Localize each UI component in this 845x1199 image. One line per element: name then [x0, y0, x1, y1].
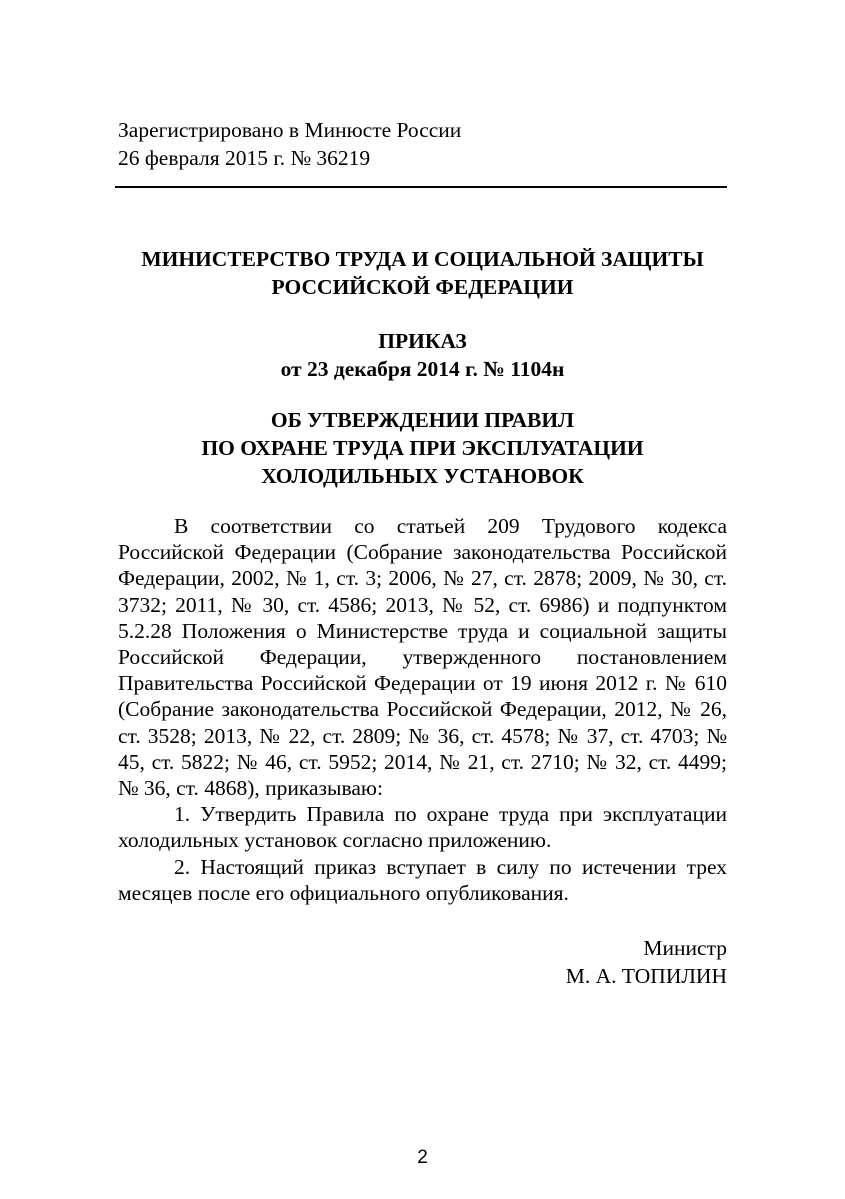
page-number: 2	[417, 1147, 428, 1168]
order-heading	[118, 327, 727, 383]
order-item-2: 2. Настоящий приказ вступает в силу по истечении трех месяцев после его официального опубликования.	[118, 854, 727, 905]
document-page	[118, 116, 727, 990]
registration-line-2: 26 февраля 2015 г. № 36219	[118, 146, 371, 170]
ministry-line-1: МИНИСТЕРСТВО ТРУДА И СОЦИАЛЬНОЙ ЗАЩИТЫ	[141, 247, 704, 271]
signature-position: Министр	[643, 936, 727, 961]
order-item-1: 1. Утвердить Правила по охране труда при эксплуатации холодильных установок согласно приложению.	[118, 802, 727, 853]
registration-note	[118, 116, 727, 172]
ministry-line-2: РОССИЙСКОЙ ФЕДЕРАЦИИ	[271, 275, 574, 299]
signature-block	[118, 934, 727, 990]
subject-line-1: ОБ УТВЕРЖДЕНИИ ПРАВИЛ	[270, 408, 575, 432]
registration-line-1: Зарегистрировано в Минюсте России	[118, 118, 462, 142]
signature-name: М. А. ТОПИЛИН	[565, 964, 727, 989]
header-divider	[115, 186, 727, 188]
order-date-number: от 23 декабря 2014 г. № 1104н	[280, 357, 565, 381]
preamble-paragraph: В соответствии со статьей 209 Трудового кодекса Российской Федерации (Собрание законодательства Российской Федерации, 2002, № 1, ст. 3; 2006, № 27, ст. 2878; 2009, № 30, ст. 3732; 2011, № 30, ст. 4586; 2013, № 52, ст. 6986) и подпунктом 5.2.28 Положения о Министерстве труда и социальной защиты Российской Федерации, утвержденного постановлением Правительства Российской Федерации от 19 июня 2012 г. № 610 (Собрание законодательства Российской Федерации, 2012, № 26, ст. 3528; 2013, № 22, ст. 2809; № 36, ст. 4578; № 37, ст. 4703; № 45, ст. 5822; № 46, ст. 5952; 2014, № 21, ст. 2710; № 32, ст. 4499; № 36, ст. 4868), приказываю:	[118, 514, 727, 801]
order-subject	[118, 406, 727, 490]
ministry-heading	[118, 245, 727, 301]
subject-line-3: ХОЛОДИЛЬНЫХ УСТАНОВОК	[261, 464, 584, 488]
subject-line-2: ПО ОХРАНЕ ТРУДА ПРИ ЭКСПЛУАТАЦИИ	[201, 436, 644, 460]
order-title: ПРИКАЗ	[378, 329, 467, 353]
order-body	[118, 513, 727, 906]
